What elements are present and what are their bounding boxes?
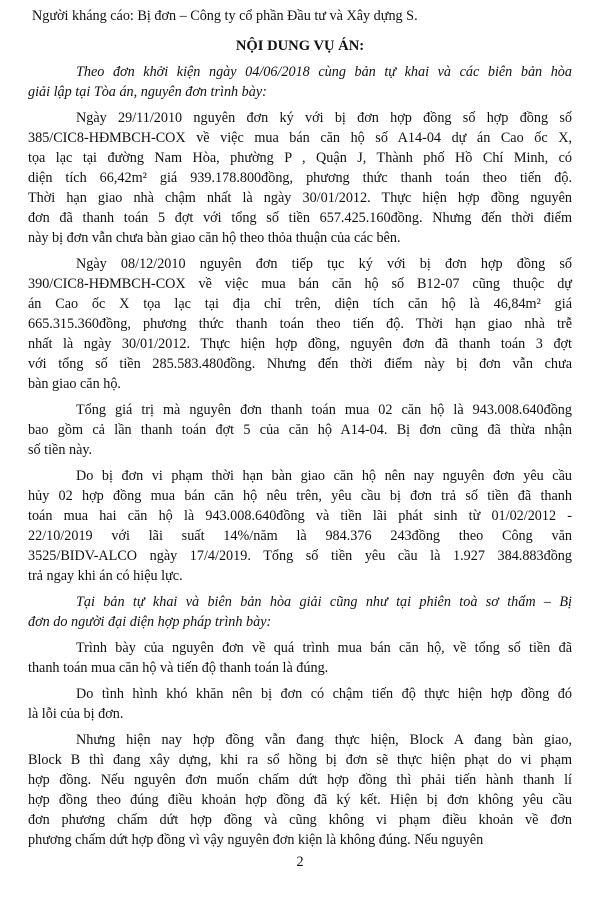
text-line: Tổng giá trị mà nguyên đơn thanh toán mua 02 căn hộ là 943.008.640đồng	[76, 402, 572, 418]
paragraph	[28, 254, 572, 394]
text-line: hợp đồng theo đúng điều khoản hợp đồng đã ký kết. Hiện bị đơn không yêu cầu	[28, 792, 572, 808]
text-line: án Cao ốc X tọa lạc tại địa chỉ trên, diện tích căn hộ là 46,84m² giá	[28, 296, 572, 312]
text-line: 3525/BIDV-ALCO ngày 17/4/2019. Tổng số tiền yêu cầu là 1.927 384.883đồng	[28, 548, 572, 564]
text-line: bàn giao căn hộ.	[28, 376, 121, 392]
text-line: là lỗi của bị đơn.	[28, 706, 124, 722]
text-line: đơn đã thanh toán 5 đợt với tổng số tiền 657.425.160đồng. Nhưng đến thời điểm	[28, 210, 572, 226]
text-line: giải lập tại Tòa án, nguyên đơn trình bày:	[28, 84, 267, 100]
text-line: Ngày 08/12/2010 nguyên đơn tiếp tục ký với bị đơn hợp đồng số	[76, 256, 572, 272]
text-line: Trình bày của nguyên đơn về quá trình mua bán căn hộ, về tổng số tiền đã	[76, 640, 572, 656]
document-body	[28, 62, 572, 850]
section-title: NỘI DUNG VỤ ÁN:	[235, 38, 365, 54]
text-line: 665.315.360đồng, phương thức thanh toán theo tiến độ. Thời hạn giao nhà trễ	[28, 316, 572, 332]
text-line: Ngày 29/11/2010 nguyên đơn ký với bị đơn hợp đồng số hợp đồng số	[76, 110, 572, 126]
text-line: diện tích 66,42m² giá 939.178.800đồng, phương thức thanh toán theo tiến độ.	[28, 170, 572, 186]
paragraph	[28, 466, 572, 586]
paragraph	[28, 730, 572, 850]
text-line: tọa lạc tại đường Nam Hòa, phường P , Quận J, Thành phố Hồ Chí Minh, có	[28, 150, 572, 166]
text-line: hợp đồng. Nếu nguyên đơn muốn chấm dứt hợp đồng thì phải tiến hành thanh lí	[28, 772, 572, 788]
text-line: Block B thì đang xây dựng, khi ra sổ hồng bị đơn sẽ thực hiện phạt do vi phạm	[28, 752, 572, 768]
text-line: số tiền này.	[28, 442, 93, 458]
italic-paragraph	[28, 592, 572, 632]
text-line: đơn do người đại diện hợp pháp trình bày:	[28, 614, 272, 630]
text-line: bao gồm cả lần thanh toán đợt 5 của căn hộ A14-04. Bị đơn cũng đã thừa nhận	[28, 422, 572, 438]
page-number: 2	[296, 854, 304, 870]
text-line: Tại bản tự khai và biên bản hòa giải cũng như tại phiên toà sơ thẩm – Bị	[76, 594, 572, 610]
text-line: 390/CIC8-HĐMBCH-COX về việc mua bán căn hộ số B12-07 cũng thuộc dự	[28, 276, 572, 292]
text-line: 22/10/2019 với lãi suất 14%/năm là 984.376 243đồng theo Công văn	[28, 528, 572, 544]
text-line: Do bị đơn vi phạm thời hạn bàn giao căn hộ nên nay nguyên đơn yêu cầu	[76, 468, 572, 484]
text-line: Nhưng hiện nay hợp đồng vẫn đang thực hiện, Block A đang bàn giao,	[76, 732, 572, 748]
text-line: trả ngay khi án có hiệu lực.	[28, 568, 183, 584]
paragraph	[28, 108, 572, 248]
paragraph	[28, 684, 572, 724]
appellant-line: Người kháng cáo: Bị đơn – Công ty cổ phần Đầu tư và Xây dựng S.	[32, 8, 418, 24]
text-line: với tổng số tiền 285.583.480đồng. Nhưng đến thời điểm này bị đơn vẫn chưa	[28, 356, 572, 372]
text-line: Thời hạn giao nhà chậm nhất là ngày 30/01/2012. Thực hiện hợp đồng nguyên	[28, 190, 572, 206]
text-line: đơn phương chấm dứt hợp đồng và cũng không vi phạm điều khoản về đơn	[28, 812, 572, 828]
text-line: phương chấm dứt hợp đồng vì vậy nguyên đơn kiện là không đúng. Nếu nguyên	[28, 832, 484, 848]
paragraph	[28, 400, 572, 460]
text-line: này bị đơn vẫn chưa bàn giao căn hộ theo thỏa thuận của các bên.	[28, 230, 401, 246]
paragraph	[28, 638, 572, 678]
text-line: nhất là ngày 30/01/2012. Thực hiện hợp đồng, nguyên đơn đã thanh toán 3 đợt	[28, 336, 572, 352]
italic-paragraph	[28, 62, 572, 102]
text-line: hủy 02 hợp đồng mua bán căn hộ nêu trên, yêu cầu bị đơn trả số tiền đã thanh	[28, 488, 572, 504]
text-line: Theo đơn khởi kiện ngày 04/06/2018 cùng bản tự khai và các biên bản hòa	[76, 64, 572, 80]
text-line: 385/CIC8-HĐMBCH-COX về việc mua bán căn hộ số A14-04 dự án Cao ốc X,	[28, 130, 572, 146]
text-line: thanh toán mua căn hộ và tiến độ thanh toán là đúng.	[28, 660, 329, 676]
text-line: toán mua hai căn hộ là 943.008.640đồng và tiền lãi phát sinh từ 01/02/2012 -	[28, 508, 572, 524]
text-line: Do tình hình khó khăn nên bị đơn có chậm tiến độ thực hiện hợp đồng đó	[76, 686, 572, 702]
